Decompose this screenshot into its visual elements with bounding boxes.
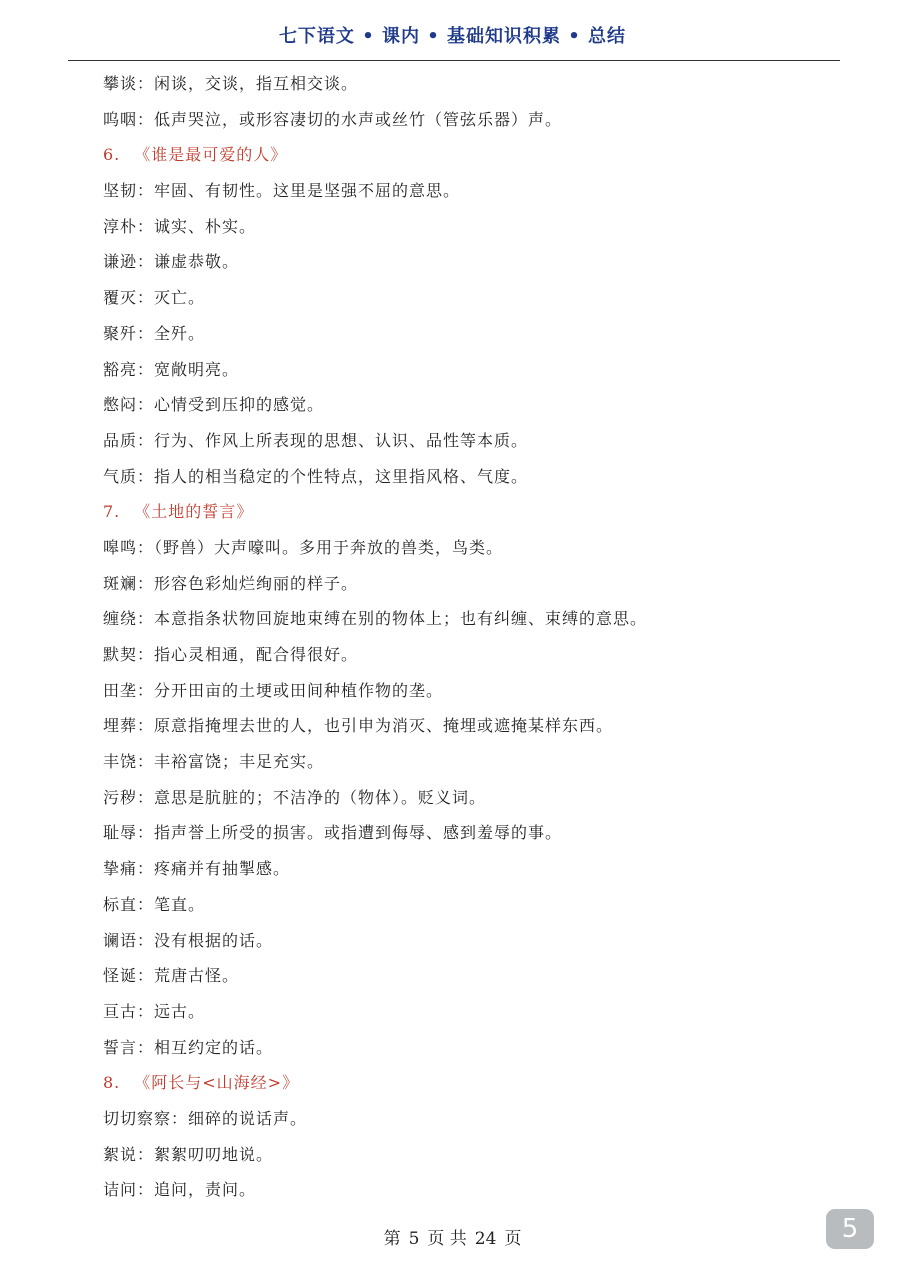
footer-total-pages: 24 (474, 1229, 497, 1249)
vocab-entry: 切切察察：细碎的说话声。 (103, 1108, 308, 1128)
vocab-entry: 标直：笔直。 (103, 894, 206, 914)
footer-page-number: 5 (408, 1229, 420, 1249)
vocab-entry: 丰饶：丰裕富饶；丰足充实。 (103, 752, 325, 772)
section-heading (103, 1065, 843, 1101)
vocab-entry: 怪诞：荒唐古怪。 (103, 966, 240, 986)
vocab-entry: 缠绕：本意指条状物回旋地束缚在别的物体上；也有纠缠、束缚的意思。 (103, 609, 648, 629)
vocab-entry: 挚痛：疼痛并有抽掣感。 (103, 859, 291, 879)
vocab-entry: 田垄：分开田亩的土埂或田间种植作物的垄。 (103, 680, 444, 700)
vocab-entry: 憋闷：心情受到压抑的感觉。 (103, 395, 325, 415)
section-number: 8. (103, 1073, 121, 1093)
page-number-badge: 5 (826, 1209, 874, 1249)
section-heading (103, 137, 843, 173)
section-title-text: 《阿长与<山海经>》 (134, 1073, 300, 1093)
vocab-entry: 聚歼：全歼。 (103, 323, 206, 343)
vocab-entry: 默契：指心灵相通，配合得很好。 (103, 645, 359, 664)
header-divider (68, 60, 840, 61)
vocab-entry: 诘问：追问，责问。 (103, 1180, 257, 1200)
vocab-entry: 谦逊：谦虚恭敬。 (103, 252, 240, 272)
vocab-entry: 誓言：相互约定的话。 (103, 1037, 274, 1057)
vocab-entry: 呜咽：低声哭泣，或形容凄切的水声或丝竹（管弦乐器）声。 (103, 109, 563, 129)
vocab-entry: 淳朴：诚实、朴实。 (103, 216, 257, 236)
footer-middle: 页 共 (427, 1229, 467, 1249)
vocab-entry: 埋葬：原意指掩埋去世的人，也引申为消灭、掩埋或遮掩某样东西。 (103, 716, 614, 736)
vocabulary-list (103, 66, 843, 1208)
section-title-text: 《谁是最可爱的人》 (134, 145, 288, 165)
section-number: 7. (103, 502, 121, 522)
vocab-entry: 絮说：絮絮叨叨地说。 (103, 1144, 274, 1164)
vocab-entry: 豁亮：宽敞明亮。 (103, 359, 240, 379)
vocab-entry: 气质：指人的相当稳定的个性特点，这里指风格、气度。 (103, 466, 529, 486)
vocab-entry: 覆灭：灭亡。 (103, 288, 206, 308)
vocab-entry: 耻辱：指声誉上所受的损害。或指遭到侮辱、感到羞辱的事。 (103, 823, 563, 843)
page-footer (0, 1224, 905, 1249)
vocab-entry: 坚韧：牢固、有韧性。这里是坚强不屈的意思。 (103, 181, 461, 201)
page-header-title: 七下语文 • 课内 • 基础知识积累 • 总结 (278, 26, 627, 47)
vocab-entry: 攀谈：闲谈，交谈，指互相交谈。 (103, 74, 359, 93)
vocab-entry: 谰语：没有根据的话。 (103, 930, 274, 950)
vocab-entry: 污秽：意思是肮脏的；不洁净的（物体）。贬义词。 (103, 787, 487, 807)
footer-prefix: 第 (383, 1229, 401, 1249)
section-number: 6. (103, 145, 121, 165)
section-heading (103, 494, 843, 530)
section-title-text: 《土地的誓言》 (134, 502, 254, 522)
footer-suffix: 页 (504, 1229, 522, 1249)
vocab-entry: 斑斓：形容色彩灿烂绚丽的样子。 (103, 573, 359, 593)
vocab-entry: 嗥鸣：（野兽）大声嚎叫。多用于奔放的兽类，鸟类。 (103, 537, 504, 557)
vocab-entry: 亘古：远古。 (103, 1001, 206, 1021)
vocab-entry: 品质：行为、作风上所表现的思想、认识、品性等本质。 (103, 430, 529, 450)
